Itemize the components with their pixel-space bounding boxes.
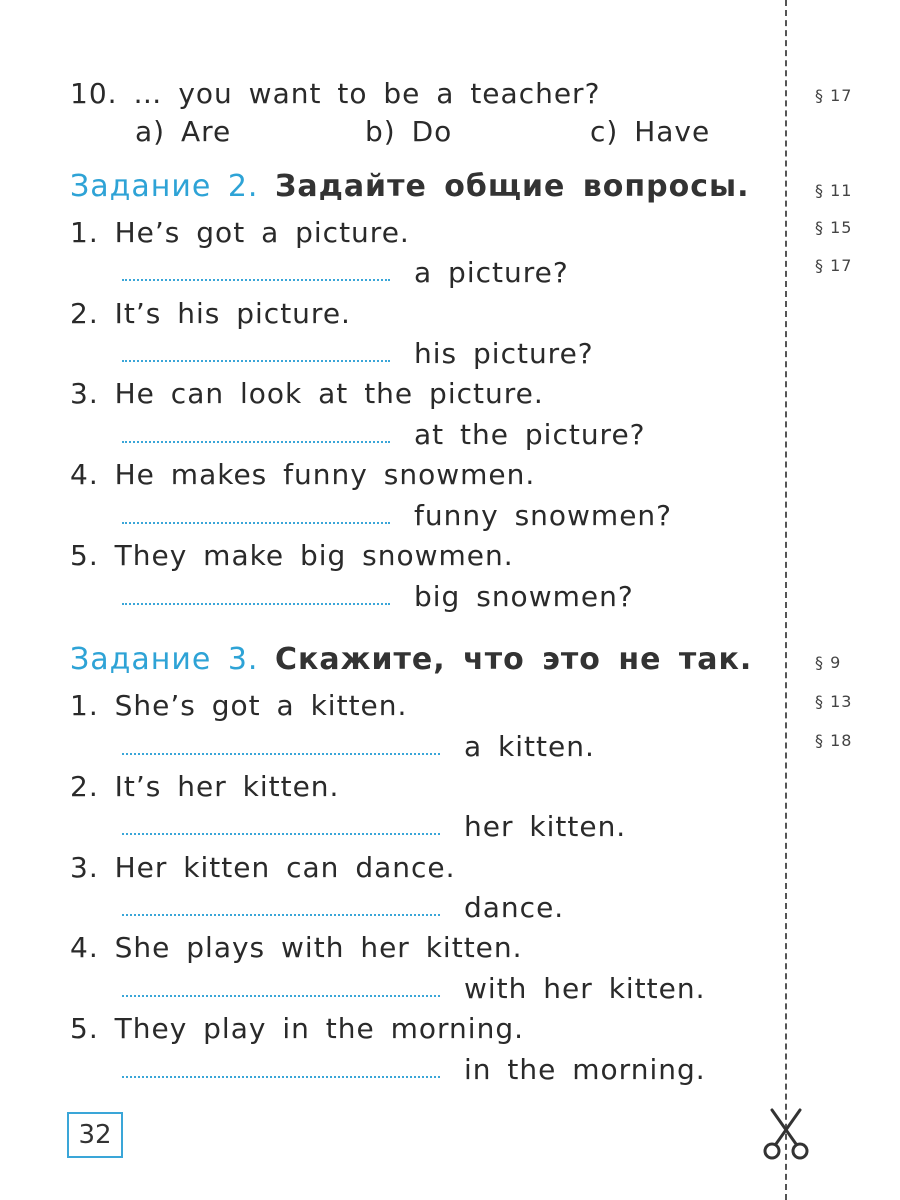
answer-blank[interactable] xyxy=(122,911,440,916)
task3-sentence-4: 4. She plays with her kitten. xyxy=(70,931,523,964)
answer-blank[interactable] xyxy=(122,830,440,835)
task2-ending-2: his picture? xyxy=(414,337,594,370)
task2-ending-1: a picture? xyxy=(414,256,569,289)
option-b: b) Do xyxy=(365,115,453,148)
task3-answer-2[interactable] xyxy=(122,810,626,844)
task2-ending-3: at the picture? xyxy=(414,418,646,451)
task2-ending-4: funny snowmen? xyxy=(414,499,673,532)
task3-ending-4: with her kitten. xyxy=(464,972,706,1005)
ref-task2-1: § 11 xyxy=(815,181,853,200)
answer-blank[interactable] xyxy=(122,1073,440,1078)
ref-task3-2: § 13 xyxy=(815,692,853,711)
task3-heading xyxy=(70,643,752,677)
answer-blank[interactable] xyxy=(122,519,390,524)
answer-blank[interactable] xyxy=(122,357,390,362)
task2-sentence-5: 5. They make big snowmen. xyxy=(70,539,514,572)
answer-blank[interactable] xyxy=(122,438,390,443)
task2-ending-5: big snowmen? xyxy=(414,580,634,613)
ref-task3-3: § 18 xyxy=(815,731,853,750)
task2-sentence-1: 1. He’s got a picture. xyxy=(70,216,410,249)
answer-blank[interactable] xyxy=(122,750,440,755)
question-10: 10. … you want to be a teacher? xyxy=(70,77,601,110)
task3-instruction: Скажите, что это не так. xyxy=(275,642,753,677)
scissors-icon xyxy=(758,1106,814,1162)
task2-number: Задание 2. xyxy=(70,169,259,204)
task2-answer-5[interactable] xyxy=(122,580,634,614)
task3-ending-1: a kitten. xyxy=(464,730,595,763)
task2-instruction: Задайте общие вопросы. xyxy=(275,169,750,204)
task3-ending-5: in the morning. xyxy=(464,1053,706,1086)
task3-answer-4[interactable] xyxy=(122,972,706,1006)
task2-answer-3[interactable] xyxy=(122,418,646,452)
task3-answer-5[interactable] xyxy=(122,1053,706,1087)
ref-q10: § 17 xyxy=(815,86,853,105)
task2-sentence-4: 4. He makes funny snowmen. xyxy=(70,458,536,491)
answer-blank[interactable] xyxy=(122,992,440,997)
task3-answer-1[interactable] xyxy=(122,730,595,764)
ref-task2-3: § 17 xyxy=(815,256,853,275)
task2-sentence-2: 2. It’s his picture. xyxy=(70,297,351,330)
task3-answer-3[interactable] xyxy=(122,891,564,925)
task2-answer-4[interactable] xyxy=(122,499,672,533)
option-c: c) Have xyxy=(590,115,711,148)
task2-heading xyxy=(70,170,750,204)
option-a: a) Are xyxy=(135,115,232,148)
task3-sentence-3: 3. Her kitten can dance. xyxy=(70,851,456,884)
task3-number: Задание 3. xyxy=(70,642,259,677)
task2-answer-1[interactable] xyxy=(122,256,569,290)
task3-sentence-5: 5. They play in the morning. xyxy=(70,1012,524,1045)
cut-line xyxy=(785,0,787,1200)
task2-answer-2[interactable] xyxy=(122,337,594,371)
answer-blank[interactable] xyxy=(122,276,390,281)
ref-task3-1: § 9 xyxy=(815,653,842,672)
ref-task2-2: § 15 xyxy=(815,218,853,237)
page-number: 32 xyxy=(67,1112,123,1158)
task3-ending-2: her kitten. xyxy=(464,810,627,843)
task3-ending-3: dance. xyxy=(464,891,565,924)
task2-sentence-3: 3. He can look at the picture. xyxy=(70,377,544,410)
task3-sentence-1: 1. She’s got a kitten. xyxy=(70,689,408,722)
question-10-options xyxy=(135,115,710,149)
task3-sentence-2: 2. It’s her kitten. xyxy=(70,770,340,803)
answer-blank[interactable] xyxy=(122,600,390,605)
